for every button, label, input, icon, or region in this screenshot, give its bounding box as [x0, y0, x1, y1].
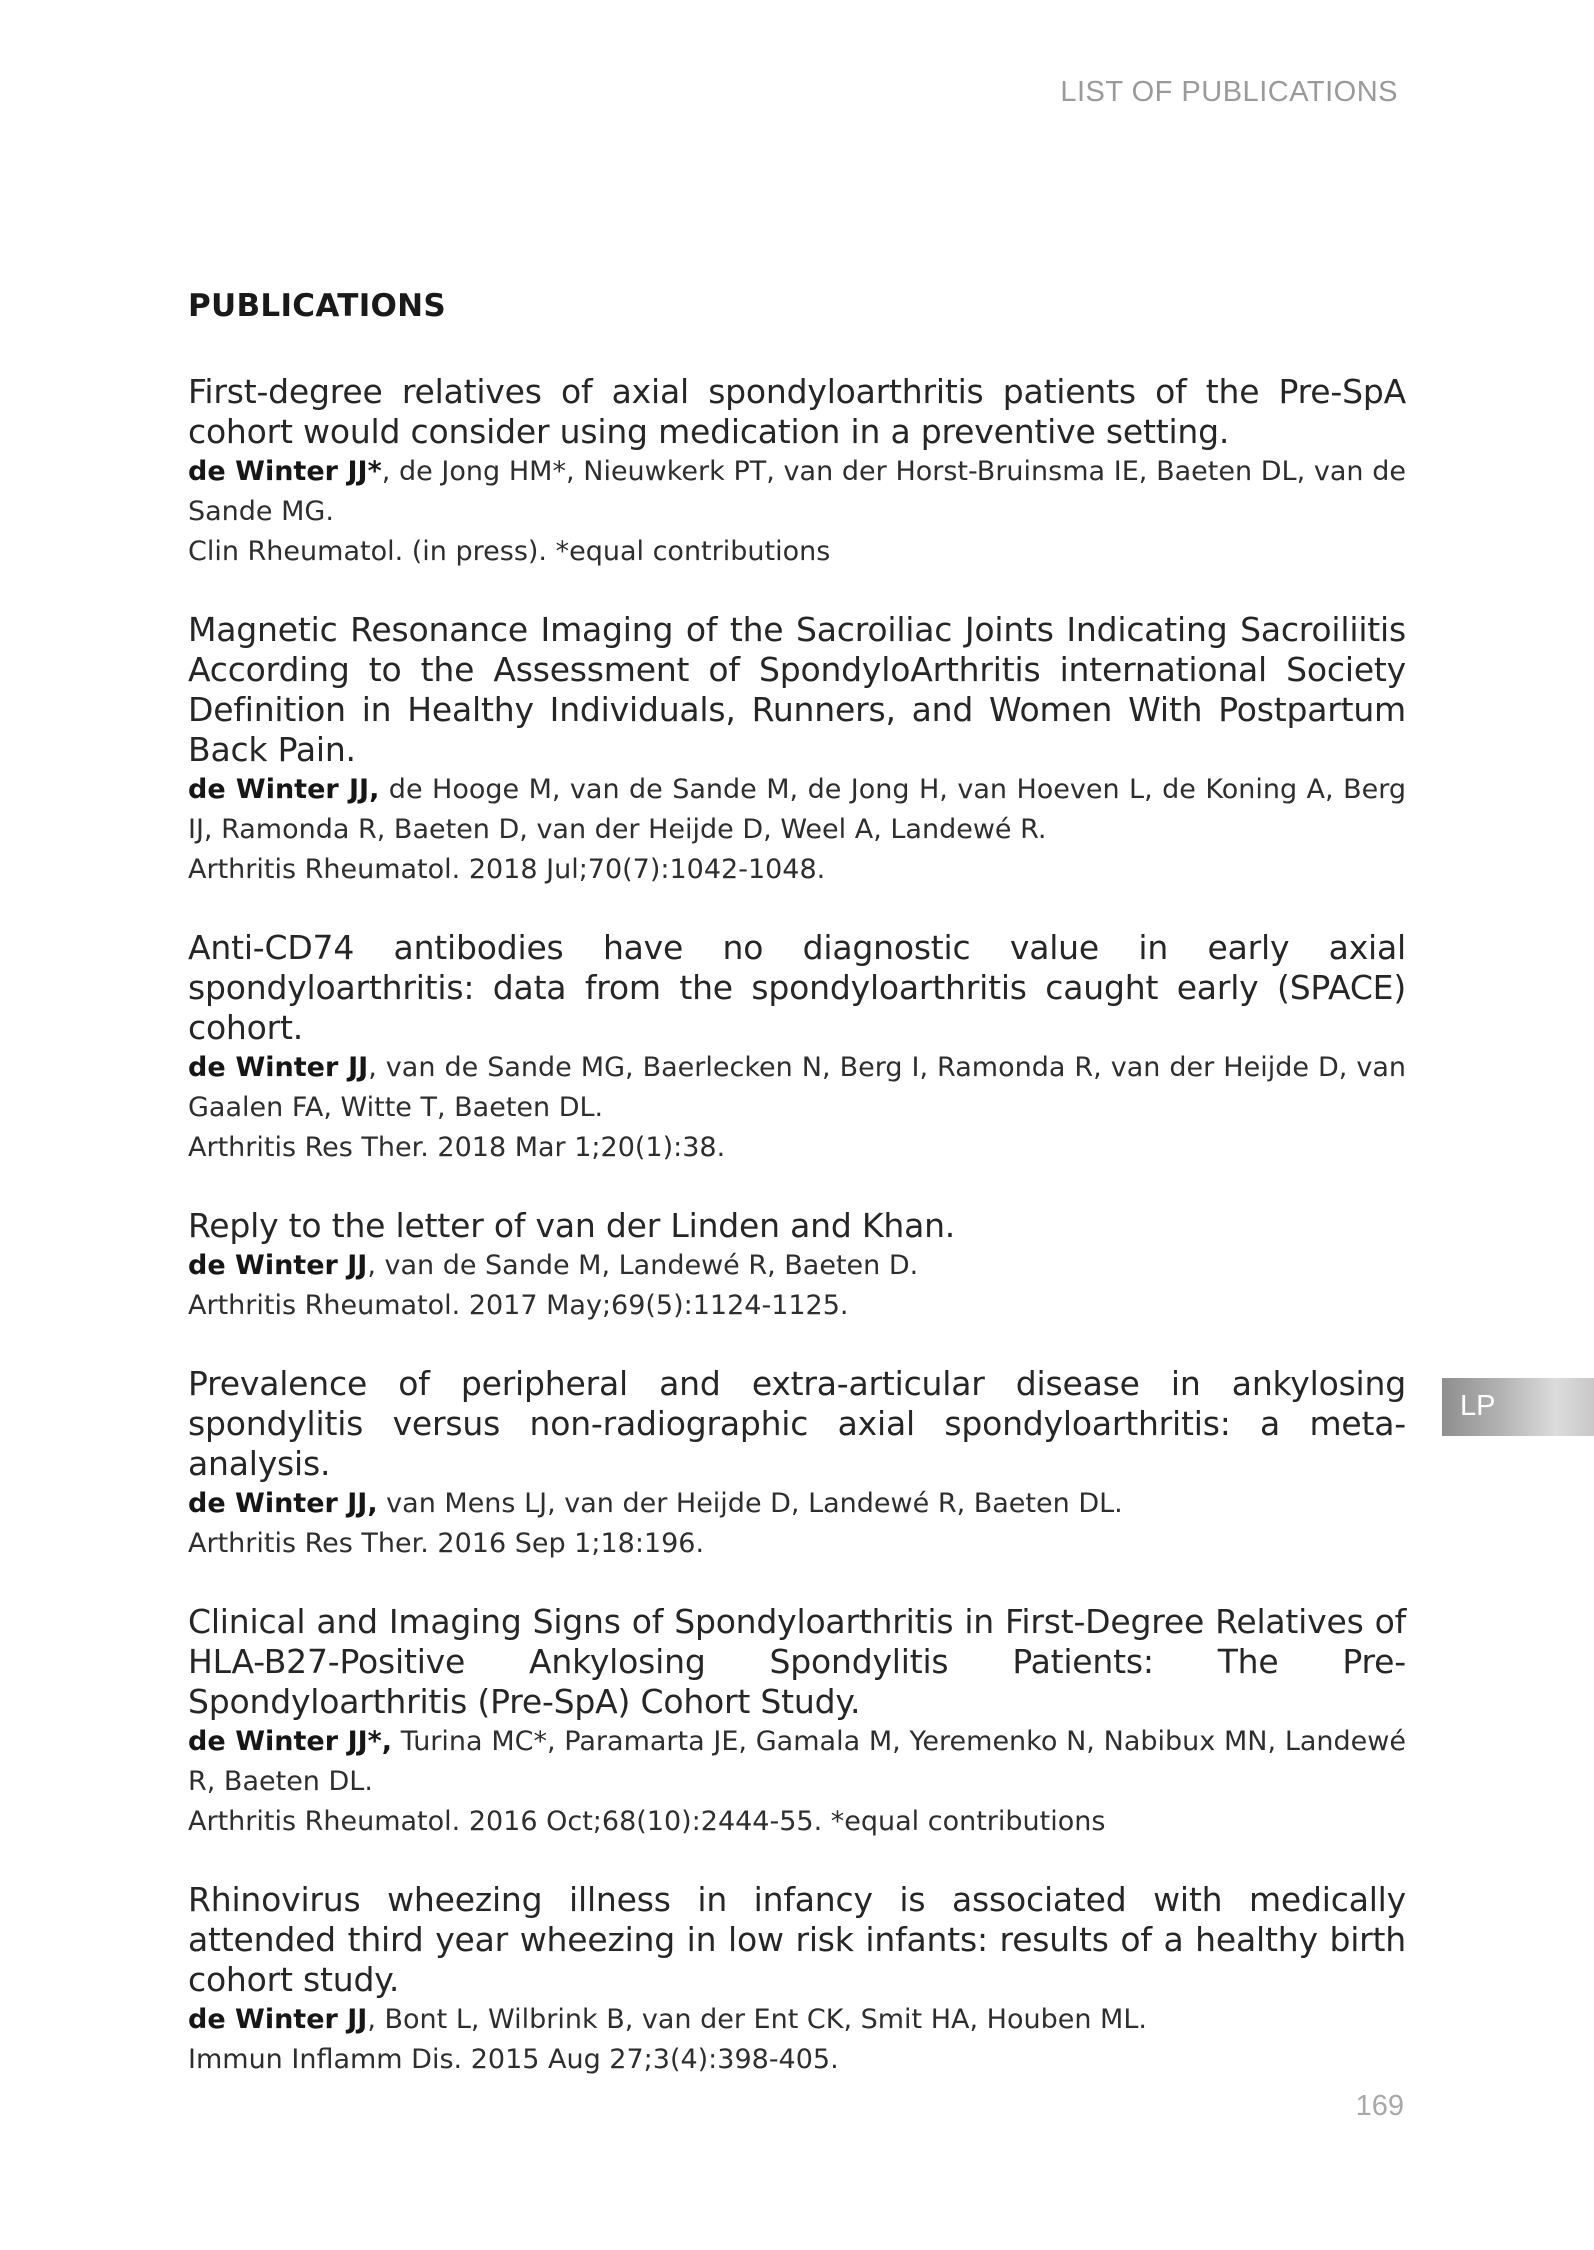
publication-title: Reply to the letter of van der Linden and Khan. — [188, 1206, 956, 1245]
publication-entry — [188, 1880, 1406, 2080]
lead-author: de Winter JJ, — [188, 1488, 378, 1519]
publication-source: Arthritis Rheumatol. 2017 May;69(5):1124-1125. — [188, 1290, 849, 1321]
publication-title: Clinical and Imaging Signs of Spondyloarthritis in First-Degree Relatives of HLA-B27-Positive Ankylosing Spondylitis Patients: The Pre-Spondyloarthritis (Pre-SpA) Cohort Study. — [188, 1602, 1406, 1721]
publication-entry — [188, 610, 1406, 890]
co-authors: , de Jong HM*, Nieuwkerk PT, van der Horst-Bruinsma IE, Baeten DL, van de Sande MG. — [188, 456, 1406, 527]
publication-authors — [188, 452, 1406, 532]
co-authors: Turina MC*, Paramarta JE, Gamala M, Yeremenko N, Nabibux MN, Landewé R, Baeten DL. — [188, 1726, 1406, 1797]
publication-source: Immun Inflamm Dis. 2015 Aug 27;3(4):398-405. — [188, 2044, 839, 2075]
section-heading: PUBLICATIONS — [188, 288, 447, 324]
running-header: LIST OF PUBLICATIONS — [1060, 76, 1398, 108]
lead-author: de Winter JJ — [188, 2004, 368, 2035]
publication-source: Arthritis Res Ther. 2018 Mar 1;20(1):38. — [188, 1132, 726, 1163]
publication-authors — [188, 770, 1406, 850]
publication-authors — [188, 2000, 1406, 2040]
publication-entry — [188, 928, 1406, 1168]
publication-authors — [188, 1246, 1406, 1286]
publication-title: Magnetic Resonance Imaging of the Sacroiliac Joints Indicating Sacroiliitis According to the Assessment of SpondyloArthritis international Society Definition in Healthy Individuals, Runners, and Women With Postpartum Back Pain. — [188, 610, 1406, 769]
publication-authors — [188, 1484, 1406, 1524]
co-authors: de Hooge M, van de Sande M, de Jong H, van Hoeven L, de Koning A, Berg IJ, Ramonda R, Baeten D, van der Heijde D, Weel A, Landewé R. — [188, 774, 1406, 845]
co-authors: van Mens LJ, van der Heijde D, Landewé R, Baeten DL. — [377, 1488, 1123, 1519]
lead-author: de Winter JJ, — [188, 774, 380, 805]
publication-title: Anti-CD74 antibodies have no diagnostic value in early axial spondyloarthritis: data from the spondyloarthritis caught early (SPACE) cohort. — [188, 928, 1406, 1047]
publication-source: Clin Rheumatol. (in press). *equal contributions — [188, 536, 831, 567]
publication-source: Arthritis Res Ther. 2016 Sep 1;18:196. — [188, 1528, 705, 1559]
publication-entry — [188, 1602, 1406, 1842]
publication-authors — [188, 1722, 1406, 1802]
co-authors: , Bont L, Wilbrink B, van der Ent CK, Smit HA, Houben ML. — [367, 2004, 1147, 2035]
publication-title: Prevalence of peripheral and extra-articular disease in ankylosing spondylitis versus non-radiographic axial spondyloarthritis: a meta-analysis. — [188, 1364, 1406, 1483]
co-authors: , van de Sande M, Landewé R, Baeten D. — [367, 1250, 919, 1281]
lead-author: de Winter JJ — [188, 1052, 369, 1083]
publications-section — [188, 288, 1406, 2118]
publication-title: Rhinovirus wheezing illness in infancy is associated with medically attended third year wheezing in low risk infants: results of a healthy birth cohort study. — [188, 1880, 1406, 1999]
publication-entry — [188, 1206, 1406, 1326]
page-number: 169 — [1355, 2090, 1404, 2122]
publication-entry — [188, 372, 1406, 572]
lead-author: de Winter JJ*, — [188, 1726, 393, 1757]
publication-entry — [188, 1364, 1406, 1564]
co-authors: , van de Sande MG, Baerlecken N, Berg I, Ramonda R, van der Heijde D, van Gaalen FA, Witte T, Baeten DL. — [188, 1052, 1406, 1123]
publication-authors — [188, 1048, 1406, 1128]
publication-source: Arthritis Rheumatol. 2016 Oct;68(10):2444-55. *equal contributions — [188, 1806, 1106, 1837]
lead-author: de Winter JJ — [188, 1250, 368, 1281]
tab-label: LP — [1460, 1390, 1496, 1422]
publication-title: First-degree relatives of axial spondyloarthritis patients of the Pre-SpA cohort would consider using medication in a preventive setting. — [188, 372, 1406, 451]
publication-source: Arthritis Rheumatol. 2018 Jul;70(7):1042-1048. — [188, 854, 826, 885]
section-thumb-tab — [1442, 1378, 1594, 1436]
lead-author: de Winter JJ* — [188, 456, 382, 487]
